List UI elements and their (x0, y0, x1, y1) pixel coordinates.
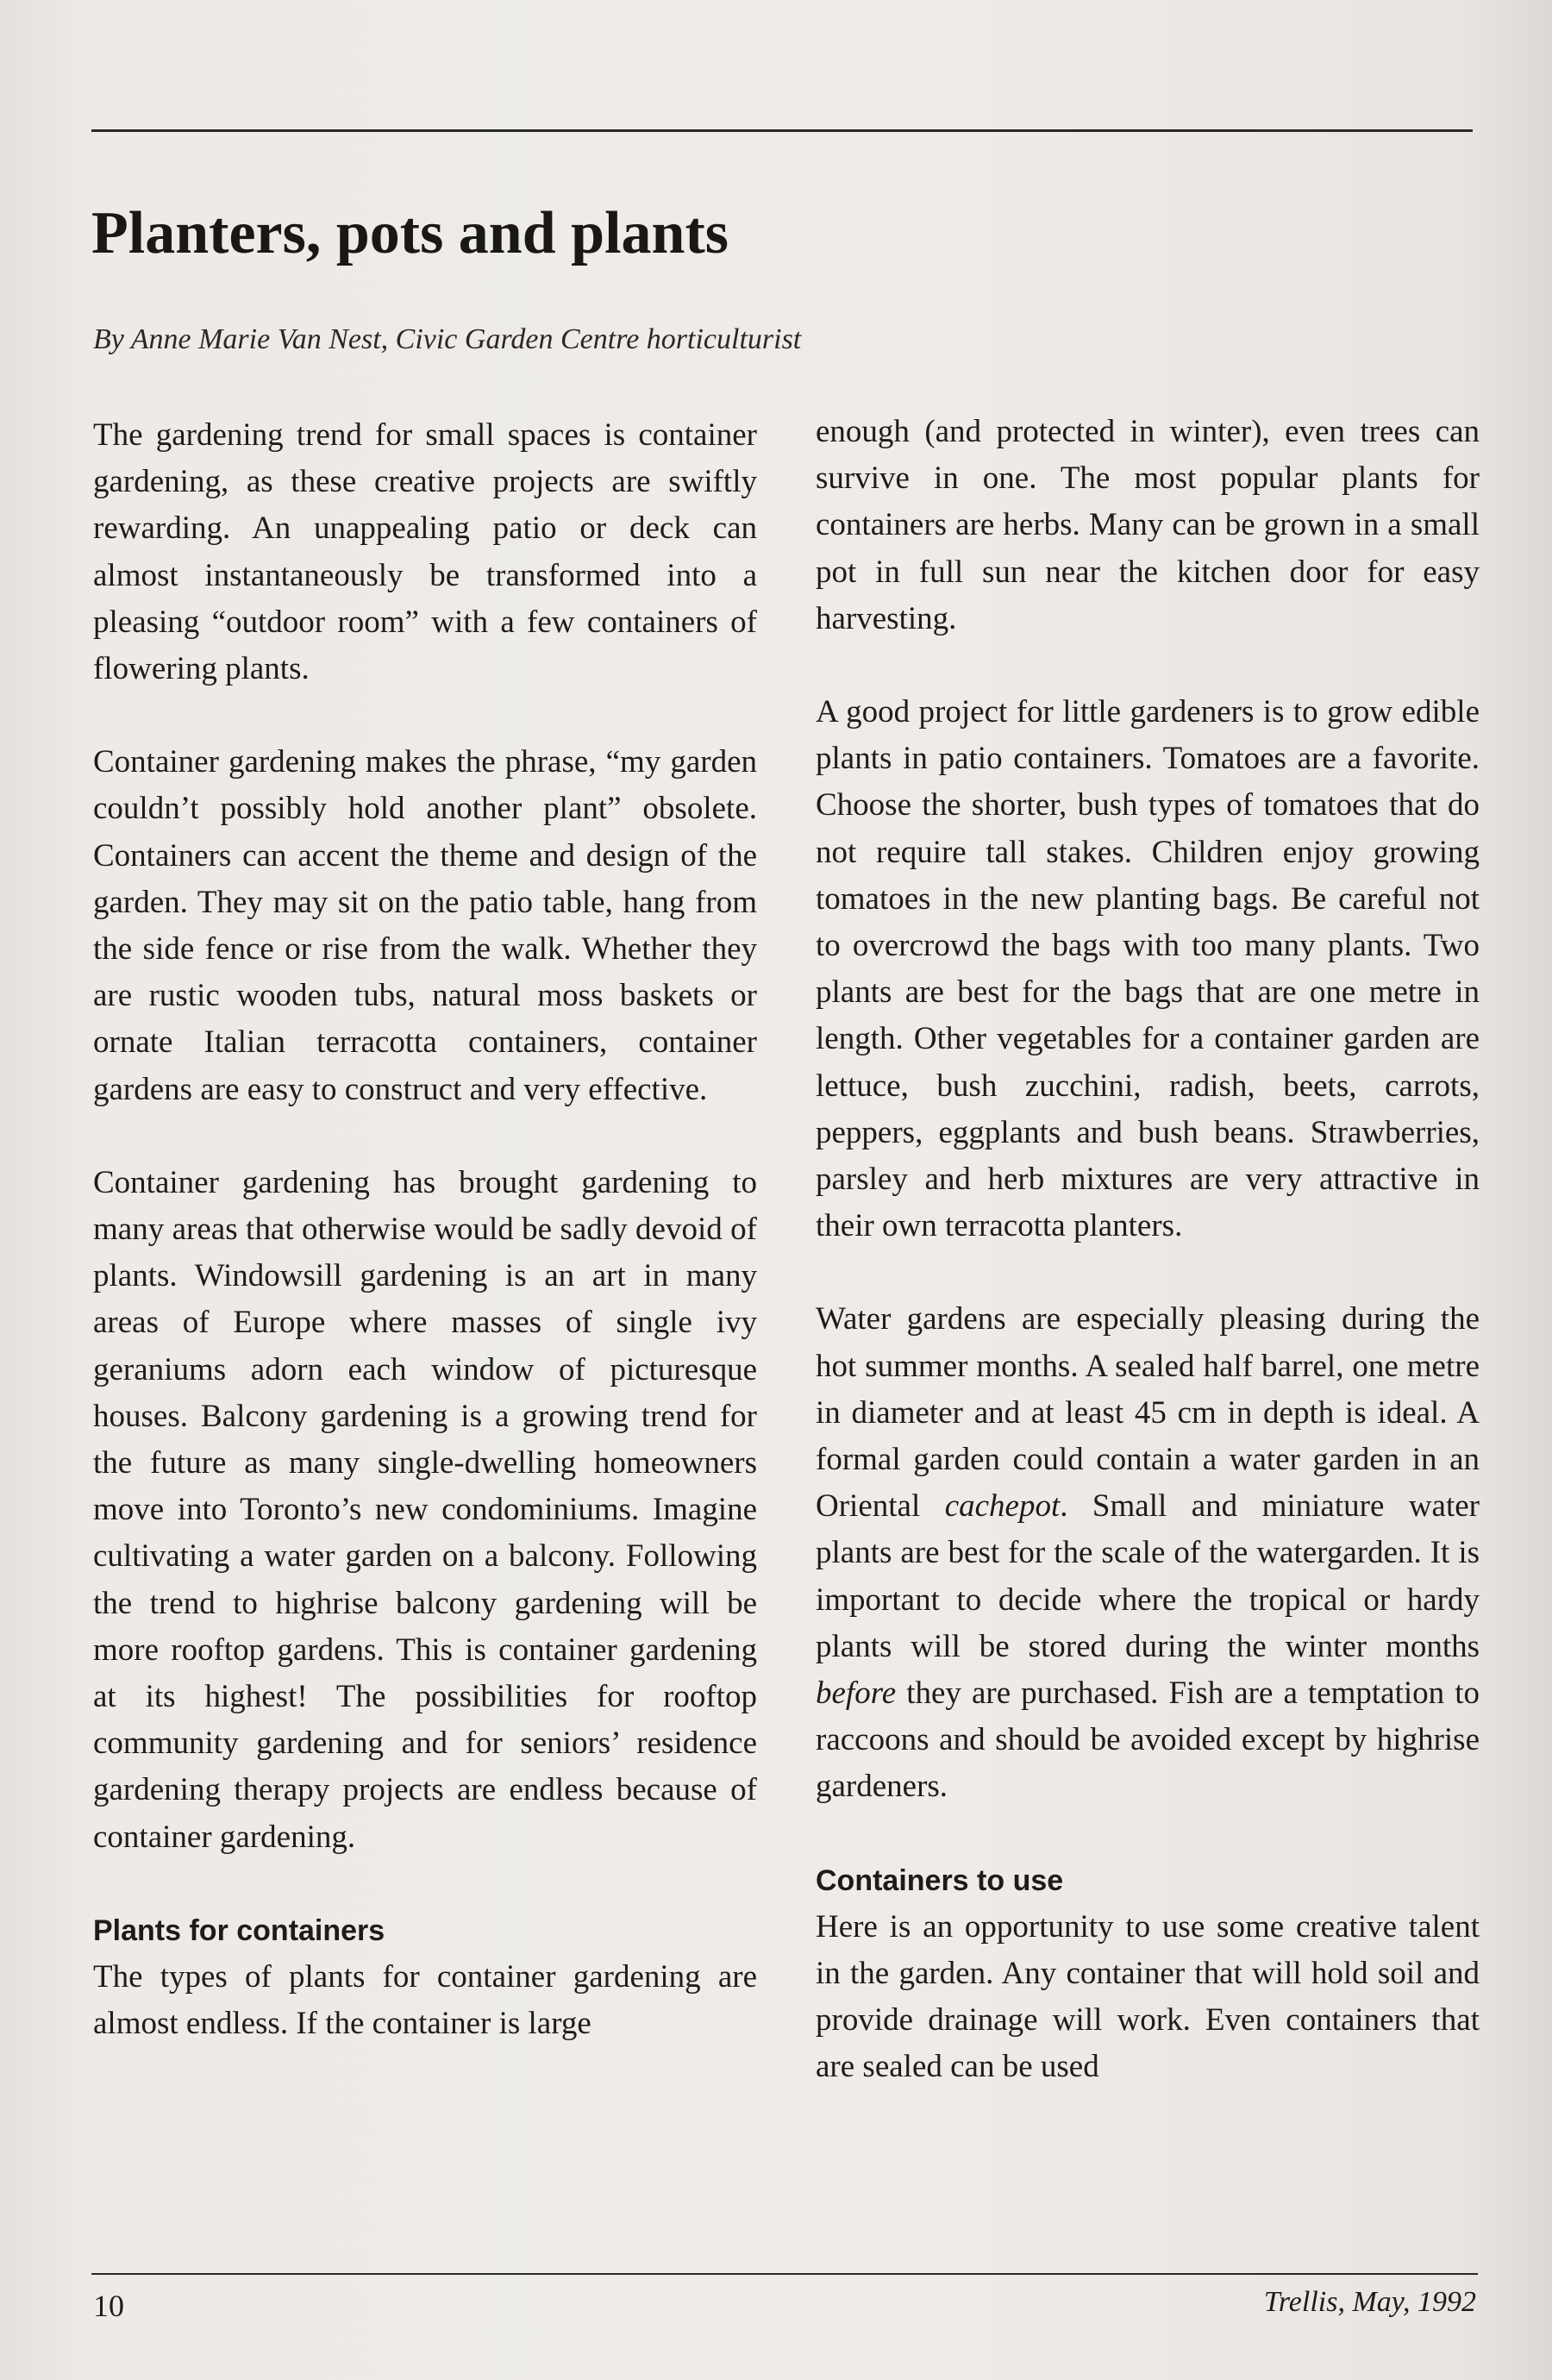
paragraph: The types of plants for container gardening are almost endless. If the container is large (93, 1958, 757, 2042)
right-column (816, 409, 1480, 2091)
paragraph: Here is an opportunity to use some creative talent in the garden. Any container that will hold soil and provide drainage will work. Even containers that are sealed can be used (816, 1908, 1480, 2085)
emphasis-cachepot: cachepot (944, 1488, 1061, 1525)
paragraph: Container gardening has brought gardening to many areas that otherwise would be sadly devoid of plants. Windowsill gardening is an art in many areas of Europe where masses of single ivy geraniums adorn each window of picturesque houses. Balcony gardening is a growing trend for the future as many single-dwelling homeowners move into Toronto’s new condominiums. Imagine cultivating a water garden on a balcony. Following the trend to highrise balcony gardening will be more rooftop gardens. This is container gardening at its highest! The possibilities for rooftop community gardening and for seniors’ residence gardening therapy projects are endless because of container gardening. (93, 1164, 757, 1855)
left-column (93, 412, 757, 2047)
text-run: . Small and miniature water plants are best for the scale of the watergarden. It is important to decide where the tropical or hardy plants will be stored during the winter months (816, 1488, 1480, 1664)
publication-credit: Trellis, May, 1992 (1263, 2286, 1476, 2318)
paragraph-water-gardens (816, 1296, 1480, 1810)
article-title: Planters, pots and plants (91, 200, 729, 266)
article-byline: By Anne Marie Van Nest, Civic Garden Centre horticulturist (93, 323, 802, 355)
text-run: they are purchased. Fish are a temptation to raccoons and should be avoided except by highrise gardeners. (816, 1675, 1480, 1805)
section-heading-plants: Plants for containers (93, 1913, 385, 1947)
section-heading-containers: Containers to use (816, 1863, 1064, 1897)
paragraph: Container gardening makes the phrase, “my garden couldn’t possibly hold another plant” obsolete. Containers can accent the theme and design of the garden. They may sit on the patio table, hang from the side fence or rise from the walk. Whether they are rustic wooden tubs, natural moss baskets or ornate Italian terracotta containers, container gardens are easy to construct and very effective. (93, 744, 757, 1107)
top-rule (91, 129, 1473, 132)
text-run: Water gardens are especially pleasing during the hot summer months. A sealed half barrel, one metre in diameter and at least 45 cm in depth is ideal. A formal garden could contain a water garden in an Oriental (816, 1301, 1480, 1525)
page-number: 10 (93, 2289, 124, 2323)
paragraph: enough (and protected in winter), even trees can survive in one. The most popular plants for containers are herbs. Many can be grown in a small pot in full sun near the kitchen door for easy harvesting. (816, 414, 1480, 636)
paragraph: A good project for little gardeners is to grow edible plants in patio containers. Tomatoes are a favorite. Choose the shorter, bush types of tomatoes that do not require tall stakes. Children enjoy growing tomatoes in the new planting bags. Be careful not to overcrowd the bags with too many plants. Two plants are best for the bags that are one metre in length. Other vegetables for a container garden are lettuce, bush zucchini, radish, beets, carrots, peppers, eggplants and bush beans. Strawberries, parsley and herb mixtures are very attractive in their own terracotta planters. (816, 694, 1480, 1244)
paragraph: The gardening trend for small spaces is container gardening, as these creative projects are swiftly rewarding. An unappealing patio or deck can almost instantaneously be transformed into a pleasing “outdoor room” with a few containers of flowering plants. (93, 417, 757, 687)
bottom-rule (91, 2273, 1478, 2275)
emphasis-before: before (816, 1675, 897, 1712)
